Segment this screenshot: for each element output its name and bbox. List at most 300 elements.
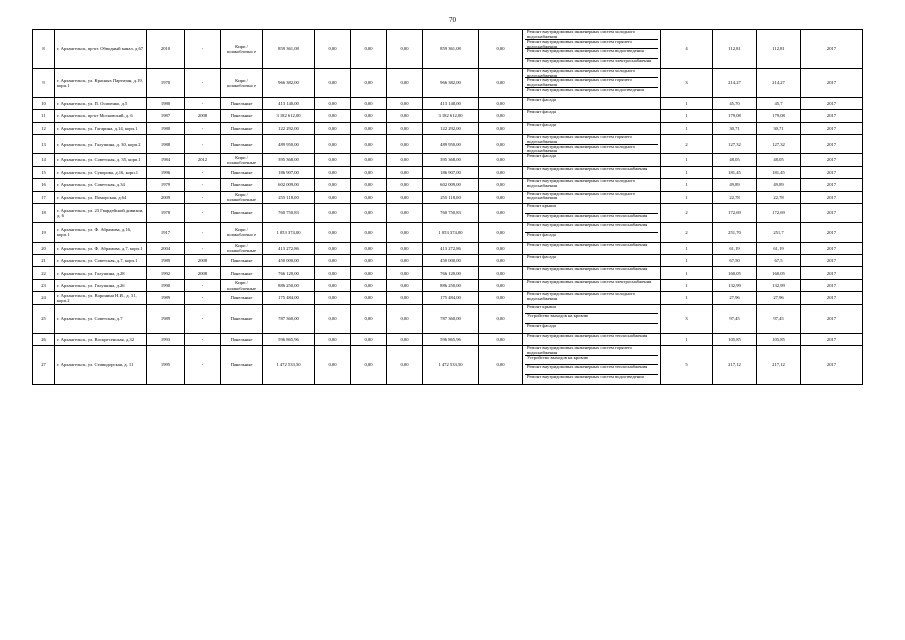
row-works-list: [523, 255, 661, 267]
row-address: г. Архангельск, ул. Ф. Абрамова, д.7, корп.1: [55, 242, 147, 254]
row-total-cost: 255 118,00: [263, 191, 315, 203]
row-works-count: 4: [661, 30, 713, 69]
row-works-count: 1: [661, 279, 713, 291]
work-item: Ремонт внутридомовых инженерных систем холодного водоснабжения: [527, 291, 636, 302]
row-limit-cost: 97,45: [757, 304, 801, 333]
work-item: Ремонт внутридомовых инженерных систем холодного водоснабжения: [525, 30, 658, 40]
row-fund-owners: 413 272,86: [423, 242, 479, 254]
row-limit-cost: 217,12: [757, 346, 801, 385]
row-unit-cost: 181,45: [713, 166, 757, 178]
row-fund-other: 0,00: [479, 346, 523, 385]
row-fund-owners: 596 865,96: [423, 333, 479, 345]
row-limit-cost: 30,71: [757, 122, 801, 134]
row-address: г. Архангельск, ул. Красных Партизан, д.19, корп.1: [55, 68, 147, 97]
row-fund-other: 0,00: [479, 68, 523, 97]
row-number: 19: [33, 223, 55, 242]
row-wall-material: Панельные: [221, 267, 263, 279]
row-works-count: 1: [661, 255, 713, 267]
work-item: Ремонт фасада: [527, 153, 556, 159]
row-plan-year: 2017: [801, 279, 863, 291]
work-item: Ремонт внутридомовых инженерных систем теплоснабжения: [527, 166, 648, 171]
row-last-repair-year: -: [185, 203, 221, 222]
row-build-year: 1995: [147, 346, 185, 385]
table-row: [33, 279, 863, 291]
row-wall-material: Кирп / шлакоблочно е: [221, 68, 263, 97]
row-fund-regional: 0,00: [351, 134, 387, 153]
work-item: Ремонт внутридомовых инженерных систем холодного водоснабжения: [527, 178, 636, 188]
row-last-repair-year: -: [185, 191, 221, 203]
work-item: Ремонт внутридомовых инженерных систем водоотведения: [525, 49, 658, 59]
work-item: Ремонт внутридомовых инженерных систем теплоснабжения: [525, 365, 658, 375]
row-total-cost: 413 272,86: [263, 242, 315, 254]
row-address: г. Архангельск, ул. Галушина, д.26: [55, 279, 147, 291]
row-total-cost: 886 250,00: [263, 279, 315, 291]
row-fund-other: 0,00: [479, 304, 523, 333]
row-fund-federal: 0,00: [315, 255, 351, 267]
row-unit-cost: 179,08: [713, 110, 757, 122]
row-number: 15: [33, 166, 55, 178]
row-build-year: 1993: [147, 333, 185, 345]
row-build-year: 1989: [147, 304, 185, 333]
row-wall-material: Кирп / шлакоблочные: [221, 242, 263, 254]
row-build-year: 1979: [147, 179, 185, 191]
row-limit-cost: 61,19: [757, 242, 801, 254]
row-works-count: 1: [661, 179, 713, 191]
row-wall-material: Панельные: [221, 333, 263, 345]
row-works-count: 2: [661, 203, 713, 222]
row-address: г. Архангельск, ул. Галушина, д. 30, корп.2: [55, 134, 147, 153]
row-plan-year: 2017: [801, 333, 863, 345]
row-plan-year: 2017: [801, 166, 863, 178]
row-last-repair-year: -: [185, 134, 221, 153]
row-wall-material: Панельные: [221, 203, 263, 222]
row-fund-regional: 0,00: [351, 292, 387, 304]
row-works-list: [523, 68, 661, 97]
row-fund-municipal: 0,00: [387, 154, 423, 166]
row-fund-regional: 0,00: [351, 68, 387, 97]
row-limit-cost: 127,32: [757, 134, 801, 153]
row-fund-other: 0,00: [479, 134, 523, 153]
row-plan-year: 2017: [801, 346, 863, 385]
row-number: 25: [33, 304, 55, 333]
row-fund-federal: 0,00: [315, 333, 351, 345]
row-limit-cost: 179,08: [757, 110, 801, 122]
table-row: [33, 97, 863, 109]
row-total-cost: 413 140,00: [263, 97, 315, 109]
row-fund-other: 0,00: [479, 191, 523, 203]
row-total-cost: 1 472 533,50: [263, 346, 315, 385]
row-build-year: 1990: [147, 279, 185, 291]
row-build-year: 1917: [147, 223, 185, 242]
row-last-repair-year: -: [185, 346, 221, 385]
row-wall-material: Панельные: [221, 292, 263, 304]
row-fund-municipal: 0,00: [387, 134, 423, 153]
row-fund-other: 0,00: [479, 30, 523, 69]
table-row: [33, 255, 863, 267]
row-total-cost: 186 907,00: [263, 166, 315, 178]
row-build-year: 1989: [147, 292, 185, 304]
row-works-list: [523, 242, 661, 254]
row-fund-municipal: 0,00: [387, 30, 423, 69]
row-fund-regional: 0,00: [351, 333, 387, 345]
work-item: Ремонт фасада: [527, 97, 556, 102]
row-fund-municipal: 0,00: [387, 191, 423, 203]
row-fund-federal: 0,00: [315, 122, 351, 134]
row-unit-cost: 45,70: [713, 97, 757, 109]
row-unit-cost: 127,32: [713, 134, 757, 153]
row-fund-municipal: 0,00: [387, 110, 423, 122]
row-address: г. Архангельск, ул. Воскресенская, д.32: [55, 333, 147, 345]
row-address: г. Архангельск, ул. П. Осипенко, д.5: [55, 97, 147, 109]
row-address: г. Архангельск, ул. Советская, д. 35, корп.1: [55, 154, 147, 166]
row-works-list: [523, 304, 661, 333]
work-item: Ремонт фасада: [527, 323, 556, 328]
row-unit-cost: 49,89: [713, 179, 757, 191]
row-fund-owners: 760 750,83: [423, 203, 479, 222]
row-last-repair-year: 2008: [185, 255, 221, 267]
work-item: Устройство выходов на кровлю: [525, 314, 658, 324]
row-plan-year: 2017: [801, 292, 863, 304]
row-total-cost: 175 484,00: [263, 292, 315, 304]
row-fund-regional: 0,00: [351, 97, 387, 109]
row-number: 14: [33, 154, 55, 166]
row-fund-municipal: 0,00: [387, 223, 423, 242]
work-item: Ремонт крыши: [525, 305, 658, 315]
row-works-list: [523, 97, 661, 109]
row-fund-other: 0,00: [479, 255, 523, 267]
row-total-cost: 787 360,00: [263, 304, 315, 333]
row-build-year: 1987: [147, 110, 185, 122]
row-address: г. Архангельск, ул. Галушина, д.28: [55, 267, 147, 279]
work-item: Ремонт внутридомовых инженерных систем холодного водоснабжения: [527, 143, 636, 154]
work-item: Ремонт внутридомовых инженерных систем холодного водоснабжения: [525, 69, 658, 79]
row-works-list: [523, 134, 661, 153]
row-works-count: 1: [661, 242, 713, 254]
work-item: Ремонт внутридомовых инженерных систем электроснабжения: [527, 279, 652, 284]
row-build-year: 2009: [147, 191, 185, 203]
row-plan-year: 2017: [801, 122, 863, 134]
table-row: [33, 292, 863, 304]
row-fund-owners: 859 361,08: [423, 30, 479, 69]
row-works-list: [523, 203, 661, 222]
row-last-repair-year: -: [185, 279, 221, 291]
row-fund-federal: 0,00: [315, 292, 351, 304]
row-works-count: 1: [661, 97, 713, 109]
row-works-count: 1: [661, 154, 713, 166]
row-works-list: [523, 179, 661, 191]
row-fund-other: 0,00: [479, 154, 523, 166]
table-row: [33, 154, 863, 166]
row-address: г. Архангельск, ул. Стивидорская, д. 11: [55, 346, 147, 385]
row-unit-cost: 97,45: [713, 304, 757, 333]
table-row: [33, 68, 863, 97]
row-total-cost: 760 750,83: [263, 203, 315, 222]
row-fund-owners: 966 382,00: [423, 68, 479, 97]
row-fund-other: 0,00: [479, 110, 523, 122]
row-fund-federal: 0,00: [315, 179, 351, 191]
row-works-list: [523, 223, 661, 242]
work-item: Ремонт внутридомовых инженерных систем теплоснабжения: [527, 333, 648, 338]
row-wall-material: Панельные: [221, 179, 263, 191]
row-works-count: 1: [661, 191, 713, 203]
row-fund-regional: 0,00: [351, 166, 387, 178]
row-number: 27: [33, 346, 55, 385]
table-row: [33, 166, 863, 178]
row-build-year: 1988: [147, 134, 185, 153]
row-plan-year: 2017: [801, 255, 863, 267]
row-last-repair-year: 2008: [185, 110, 221, 122]
row-fund-municipal: 0,00: [387, 203, 423, 222]
row-fund-municipal: 0,00: [387, 304, 423, 333]
table-row: [33, 191, 863, 203]
row-number: 16: [33, 179, 55, 191]
row-unit-cost: 172,69: [713, 203, 757, 222]
row-unit-cost: 30,71: [713, 122, 757, 134]
work-item: Ремонт внутридомовых инженерных систем электроснабжения: [527, 58, 652, 64]
row-fund-other: 0,00: [479, 333, 523, 345]
row-fund-regional: 0,00: [351, 30, 387, 69]
capital-repair-table: [32, 29, 863, 385]
work-item: Ремонт внутридомовых инженерных систем водоотведения: [527, 374, 644, 380]
row-fund-federal: 0,00: [315, 191, 351, 203]
row-fund-municipal: 0,00: [387, 292, 423, 304]
row-fund-municipal: 0,00: [387, 267, 423, 279]
row-limit-cost: 112,81: [757, 30, 801, 69]
work-item: Устройство выходов на кровлю: [525, 356, 658, 366]
row-works-list: [523, 30, 661, 69]
row-build-year: 1980: [147, 97, 185, 109]
row-wall-material: Кирп / шлакоблочные: [221, 154, 263, 166]
table-row: [33, 346, 863, 385]
row-fund-regional: 0,00: [351, 242, 387, 254]
row-limit-cost: 181,45: [757, 166, 801, 178]
row-fund-regional: 0,00: [351, 154, 387, 166]
row-fund-municipal: 0,00: [387, 279, 423, 291]
row-fund-municipal: 0,00: [387, 346, 423, 385]
row-fund-owners: 787 360,00: [423, 304, 479, 333]
row-fund-federal: 0,00: [315, 242, 351, 254]
row-wall-material: Кирп / шлакоблочные: [221, 191, 263, 203]
row-unit-cost: 67,50: [713, 255, 757, 267]
row-number: 10: [33, 97, 55, 109]
row-last-repair-year: 2008: [185, 267, 221, 279]
row-plan-year: 2017: [801, 242, 863, 254]
row-fund-federal: 0,00: [315, 97, 351, 109]
row-wall-material: Панельные: [221, 166, 263, 178]
row-fund-other: 0,00: [479, 223, 523, 242]
row-total-cost: 859 361,08: [263, 30, 315, 69]
row-wall-material: Панельные: [221, 110, 263, 122]
row-works-count: 2: [661, 223, 713, 242]
row-build-year: 1996: [147, 166, 185, 178]
row-works-count: 1: [661, 333, 713, 345]
row-wall-material: Панельные: [221, 304, 263, 333]
row-fund-owners: 602 009,00: [423, 179, 479, 191]
row-build-year: 1992: [147, 267, 185, 279]
row-works-count: 1: [661, 292, 713, 304]
row-total-cost: 966 382,00: [263, 68, 315, 97]
row-plan-year: 2017: [801, 191, 863, 203]
row-fund-municipal: 0,00: [387, 255, 423, 267]
row-last-repair-year: -: [185, 223, 221, 242]
row-plan-year: 2017: [801, 68, 863, 97]
row-address: г. Архангельск, ул. Поморская, д.64: [55, 191, 147, 203]
row-fund-other: 0,00: [479, 279, 523, 291]
row-address: г. Архангельск, ул. Воронина Н.И., д. 31, корп.2: [55, 292, 147, 304]
row-works-count: 1: [661, 166, 713, 178]
row-fund-municipal: 0,00: [387, 179, 423, 191]
row-last-repair-year: -: [185, 30, 221, 69]
row-fund-regional: 0,00: [351, 279, 387, 291]
row-total-cost: 596 865,96: [263, 333, 315, 345]
row-fund-regional: 0,00: [351, 110, 387, 122]
row-unit-cost: 217,12: [713, 346, 757, 385]
table-row: [33, 122, 863, 134]
row-fund-federal: 0,00: [315, 267, 351, 279]
row-limit-cost: 45,7: [757, 97, 801, 109]
row-limit-cost: 27,96: [757, 292, 801, 304]
table-row: [33, 30, 863, 69]
row-works-list: [523, 110, 661, 122]
row-limit-cost: 49,89: [757, 179, 801, 191]
row-plan-year: 2017: [801, 223, 863, 242]
row-total-cost: 122 292,00: [263, 122, 315, 134]
row-number: 17: [33, 191, 55, 203]
row-plan-year: 2017: [801, 154, 863, 166]
row-fund-municipal: 0,00: [387, 122, 423, 134]
row-fund-regional: 0,00: [351, 203, 387, 222]
row-fund-other: 0,00: [479, 242, 523, 254]
row-build-year: 1980: [147, 122, 185, 134]
row-unit-cost: 160,05: [713, 267, 757, 279]
row-address: г. Архангельск, ул. Суворова, д.16, корп.1: [55, 166, 147, 178]
row-fund-federal: 0,00: [315, 68, 351, 97]
row-last-repair-year: -: [185, 97, 221, 109]
row-limit-cost: 67,5: [757, 255, 801, 267]
row-total-cost: 3 182 612,00: [263, 110, 315, 122]
table-row: [33, 223, 863, 242]
row-fund-owners: 255 118,00: [423, 191, 479, 203]
row-works-list: [523, 279, 661, 291]
row-fund-other: 0,00: [479, 292, 523, 304]
row-fund-other: 0,00: [479, 97, 523, 109]
row-works-count: 1: [661, 122, 713, 134]
row-number: 22: [33, 267, 55, 279]
row-works-count: 5: [661, 346, 713, 385]
row-address: г. Архангельск, ул. 23 Гвардейской дивизии, д. 6: [55, 203, 147, 222]
row-limit-cost: 172,69: [757, 203, 801, 222]
row-limit-cost: 48,05: [757, 154, 801, 166]
row-plan-year: 2017: [801, 304, 863, 333]
work-item: Ремонт фасада: [527, 231, 556, 237]
row-fund-owners: 1 053 374,00: [423, 223, 479, 242]
row-fund-owners: 413 140,00: [423, 97, 479, 109]
row-fund-regional: 0,00: [351, 179, 387, 191]
table-row: [33, 203, 863, 222]
work-item: Ремонт фасада: [527, 254, 556, 260]
row-fund-owners: 886 250,00: [423, 279, 479, 291]
row-number: 11: [33, 110, 55, 122]
row-fund-municipal: 0,00: [387, 166, 423, 178]
row-fund-owners: 1 472 533,50: [423, 346, 479, 385]
row-unit-cost: 48,05: [713, 154, 757, 166]
row-works-list: [523, 346, 661, 385]
row-plan-year: 2017: [801, 110, 863, 122]
row-total-cost: 602 009,00: [263, 179, 315, 191]
work-item: Ремонт внутридомовых инженерных систем водоотведения: [527, 87, 644, 93]
row-fund-other: 0,00: [479, 166, 523, 178]
row-build-year: 1978: [147, 203, 185, 222]
row-number: 8: [33, 30, 55, 69]
row-total-cost: 450 000,00: [263, 255, 315, 267]
row-last-repair-year: -: [185, 304, 221, 333]
row-fund-federal: 0,00: [315, 346, 351, 385]
row-fund-regional: 0,00: [351, 346, 387, 385]
row-total-cost: 766 120,00: [263, 267, 315, 279]
row-works-count: 3: [661, 68, 713, 97]
row-wall-material: Кирп / шлакоблочно е: [221, 223, 263, 242]
row-limit-cost: 160,05: [757, 267, 801, 279]
row-fund-federal: 0,00: [315, 110, 351, 122]
row-fund-owners: 395 368,00: [423, 154, 479, 166]
row-address: г. Архангельск, ул. Советская, д.34: [55, 179, 147, 191]
row-number: 24: [33, 292, 55, 304]
row-address: г. Архангельск, ул. Ф. Абрамова, д.16, корп.1: [55, 223, 147, 242]
row-unit-cost: 105,85: [713, 333, 757, 345]
row-build-year: 2010: [147, 30, 185, 69]
row-plan-year: 2017: [801, 97, 863, 109]
row-last-repair-year: 2012: [185, 154, 221, 166]
row-last-repair-year: -: [185, 242, 221, 254]
table-row: [33, 134, 863, 153]
row-fund-municipal: 0,00: [387, 333, 423, 345]
row-limit-cost: 132,99: [757, 279, 801, 291]
work-item: Ремонт фасада: [527, 122, 556, 127]
row-wall-material: Панельные: [221, 97, 263, 109]
work-item: Ремонт внутридомовых инженерных систем теплоснабжения: [527, 266, 648, 272]
row-last-repair-year: -: [185, 292, 221, 304]
row-fund-regional: 0,00: [351, 223, 387, 242]
row-fund-regional: 0,00: [351, 122, 387, 134]
row-unit-cost: 251,70: [713, 223, 757, 242]
row-fund-regional: 0,00: [351, 255, 387, 267]
row-fund-other: 0,00: [479, 267, 523, 279]
row-address: г. Архангельск, ул. Гагарина, д.14, корп.1: [55, 122, 147, 134]
row-works-count: 3: [661, 304, 713, 333]
row-number: 13: [33, 134, 55, 153]
row-limit-cost: 214,27: [757, 68, 801, 97]
work-item: Ремонт внутридомовых инженерных систем теплоснабжения: [527, 242, 648, 247]
row-unit-cost: 214,27: [713, 68, 757, 97]
table-row: [33, 333, 863, 345]
row-fund-federal: 0,00: [315, 304, 351, 333]
table-row: [33, 179, 863, 191]
row-plan-year: 2017: [801, 179, 863, 191]
row-plan-year: 2017: [801, 134, 863, 153]
work-item: Ремонт внутридомовых инженерных систем холодного водоснабжения: [527, 191, 636, 201]
row-wall-material: Кирп / шлакоблочные: [221, 279, 263, 291]
row-plan-year: 2017: [801, 203, 863, 222]
row-works-list: [523, 166, 661, 178]
row-unit-cost: 112,81: [713, 30, 757, 69]
work-item: Ремонт крыши: [525, 204, 658, 214]
row-number: 23: [33, 279, 55, 291]
row-number: 9: [33, 68, 55, 97]
row-build-year: 1970: [147, 68, 185, 97]
row-works-list: [523, 154, 661, 166]
row-fund-federal: 0,00: [315, 279, 351, 291]
row-fund-federal: 0,00: [315, 134, 351, 153]
